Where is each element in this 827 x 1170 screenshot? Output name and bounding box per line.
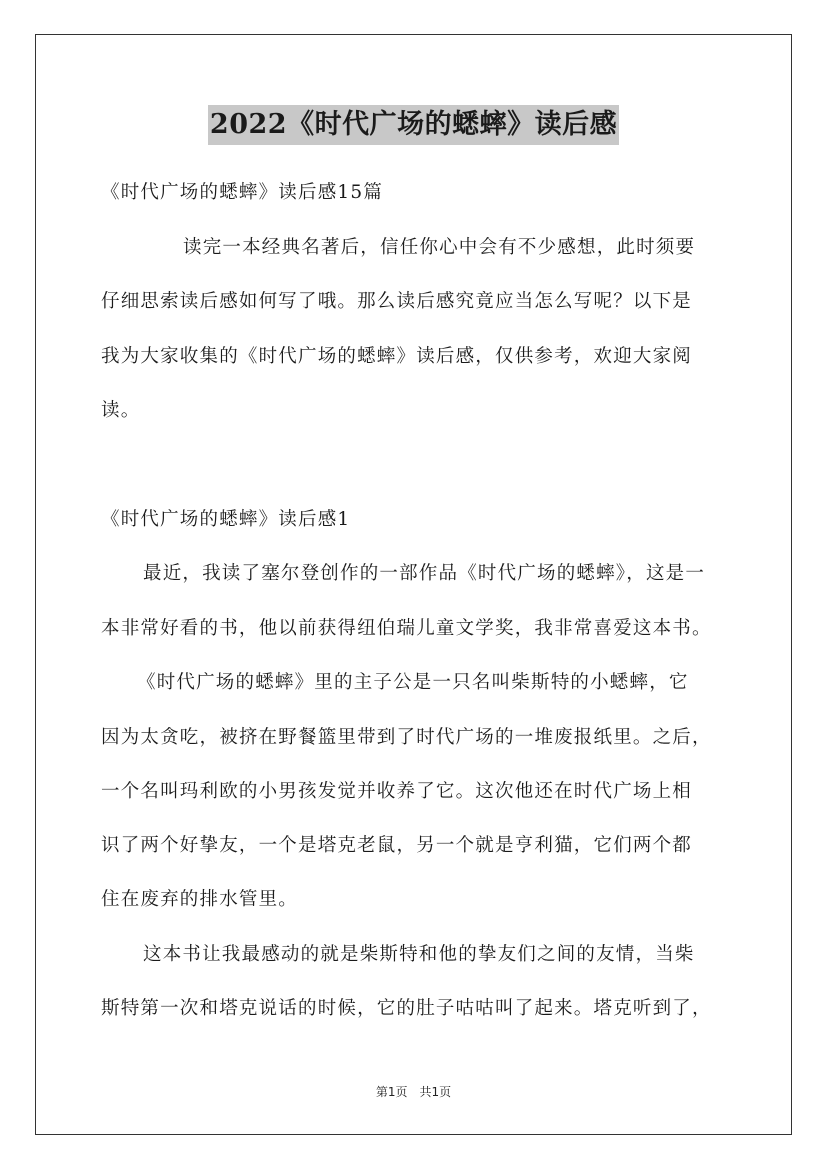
paragraph-line: 最近，我读了塞尔登创作的一部作品《时代广场的蟋蟀》，这是一	[143, 563, 706, 584]
paragraph-line: 识了两个好挚友，一个是塔克老鼠，另一个就是亨利猫，它们两个都	[101, 835, 693, 856]
paragraph-line: 本非常好看的书，他以前获得纽伯瑞儿童文学奖，我非常喜爱这本书。	[101, 618, 712, 639]
paragraph-line: 住在废弃的排水管里。	[101, 889, 299, 910]
paragraph-line: 《时代广场的蟋蟀》里的主子公是一只名叫柴斯特的小蟋蟀，它	[137, 672, 689, 693]
document-title-text: 2022《时代广场的蟋蟀》读后感	[208, 105, 619, 145]
document-title	[0, 103, 827, 145]
paragraph-line: 这本书让我最感动的就是柴斯特和他的挚友们之间的友情，当柴	[143, 944, 695, 965]
paragraph-line: 因为太贪吃，被挤在野餐篮里带到了时代广场的一堆废报纸里。之后，	[101, 727, 712, 748]
subtitle-line: 《时代广场的蟋蟀》读后感15篇	[101, 182, 384, 203]
paragraph-line: 斯特第一次和塔克说话的时候，它的肚子咕咕叫了起来。塔克听到了，	[101, 998, 712, 1019]
paragraph-line: 仔细思索读后感如何写了哦。那么读后感究竟应当怎么写呢？以下是	[101, 291, 693, 312]
paragraph-line: 一个名叫玛利欧的小男孩发觉并收养了它。这次他还在时代广场上相	[101, 781, 693, 802]
paragraph-line: 我为大家收集的《时代广场的蟋蟀》读后感，仅供参考，欢迎大家阅	[101, 346, 693, 367]
section-heading: 《时代广场的蟋蟀》读后感1	[101, 509, 351, 530]
paragraph-line: 读完一本经典名著后，信任你心中会有不少感想，此时须要	[183, 237, 696, 258]
page-footer: 第1页 共1页	[375, 1085, 452, 1099]
paragraph-line: 读。	[101, 400, 141, 421]
